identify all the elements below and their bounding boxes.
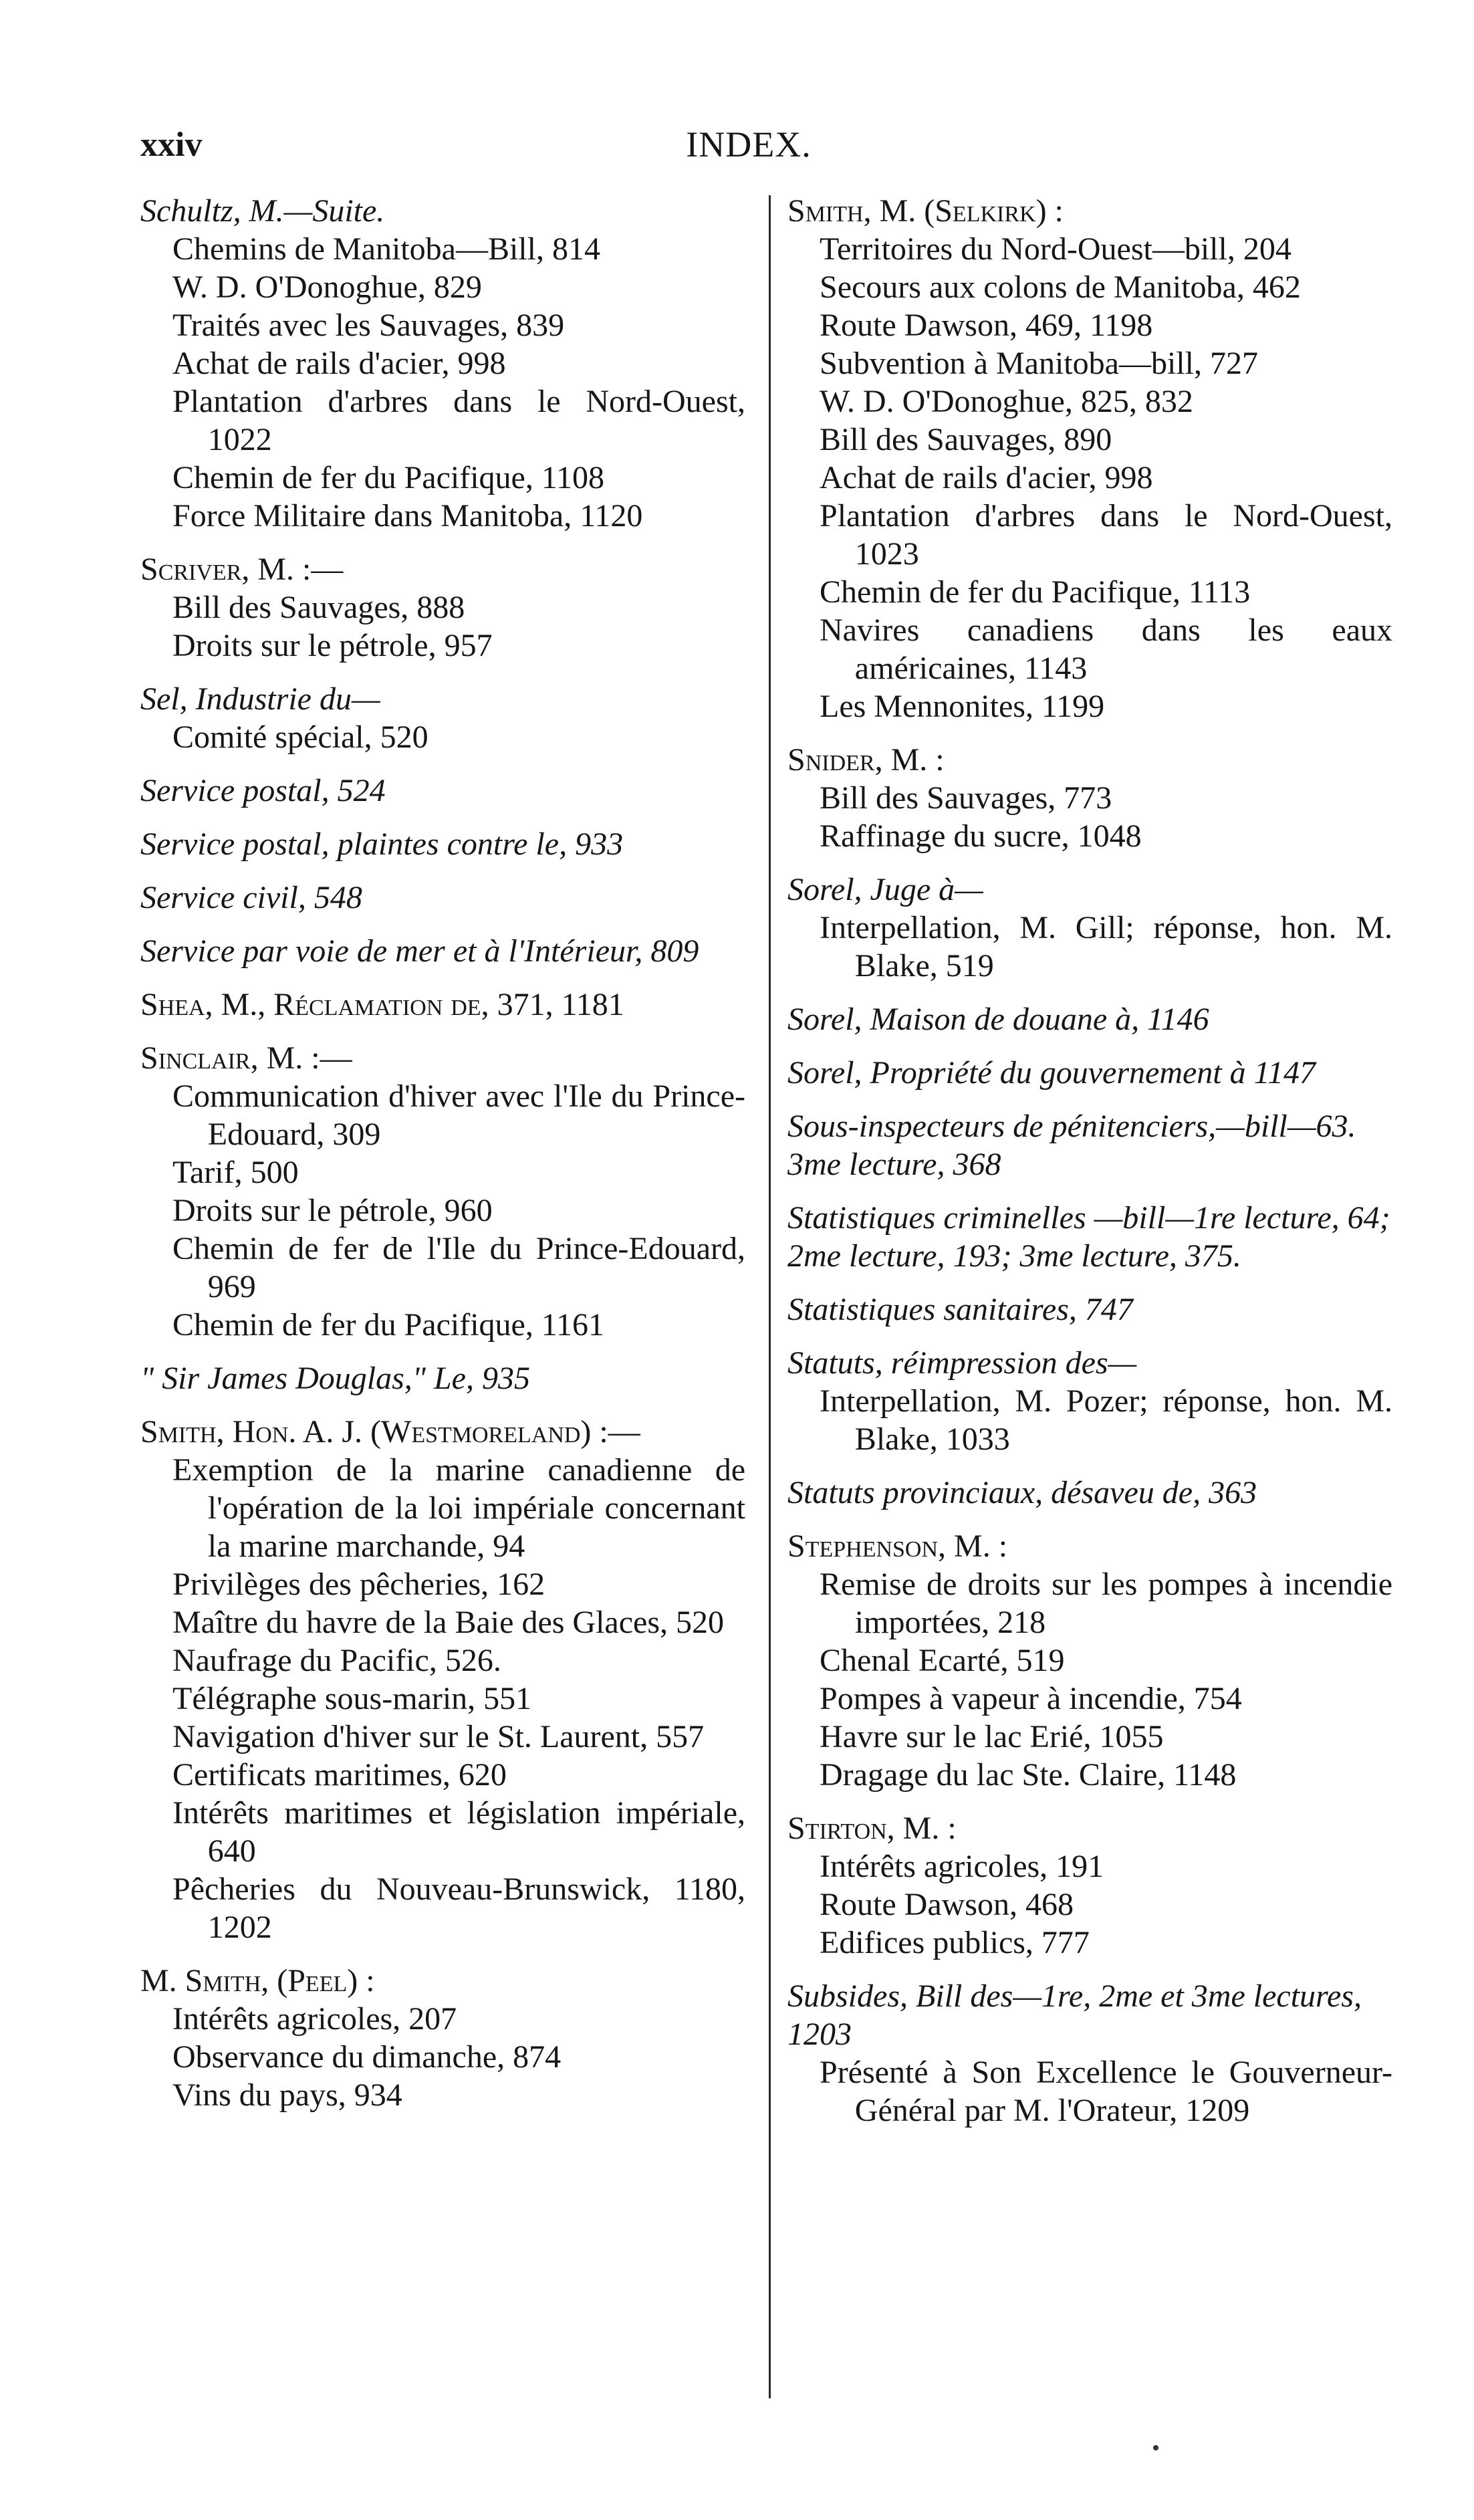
index-entry (140, 1413, 745, 1946)
index-subentry: Chenal Ecarté, 519 (820, 1643, 1065, 1678)
index-subentry: Vins du pays, 934 (172, 2077, 402, 2113)
index-heading: Scriver, M. :— (140, 552, 344, 587)
index-heading: Service civil, 548 (140, 880, 362, 915)
index-heading: Statistiques sanitaires, 747 (787, 1292, 1133, 1327)
index-heading: Schultz, M.—Suite. (140, 193, 385, 229)
index-entry (787, 1474, 1392, 1512)
index-subentry: Droits sur le pétrole, 960 (172, 1193, 493, 1228)
index-entry (787, 1199, 1392, 1275)
index-subentry: Droits sur le pétrole, 957 (172, 628, 493, 663)
index-heading: Sorel, Juge à— (787, 872, 983, 907)
index-heading: Statistiques criminelles —bill—1re lecture, 64; 2me lecture, 193; 3me lecture, 375. (787, 1200, 1390, 1274)
index-subentry: Raffinage du sucre, 1048 (820, 818, 1142, 854)
index-subentry: Communication d'hiver avec l'Ile du Prince-Edouard, 309 (172, 1078, 745, 1152)
index-heading: Statuts provinciaux, désaveu de, 363 (787, 1475, 1257, 1510)
index-subentry: Achat de rails d'acier, 998 (172, 346, 506, 381)
index-subentry: Intérêts agricoles, 191 (820, 1849, 1104, 1884)
index-entry (787, 1054, 1392, 1092)
running-title: INDEX. (686, 124, 812, 164)
index-heading: Subsides, Bill des—1re, 2me et 3me lectures, 1203 (787, 1978, 1362, 2052)
index-subentry: Subvention à Manitoba—bill, 727 (820, 346, 1258, 381)
page-header (140, 126, 1357, 173)
index-column-left (140, 192, 745, 2130)
index-entry (140, 932, 745, 970)
index-entry (140, 825, 745, 863)
index-entry (787, 1344, 1392, 1458)
column-divider (769, 195, 771, 2398)
index-subentry: Dragage du lac Ste. Claire, 1148 (820, 1757, 1237, 1793)
index-subentry: Présenté à Son Excellence le Gouverneur-Général par M. l'Orateur, 1209 (820, 2055, 1392, 2128)
index-entry (140, 1359, 745, 1397)
index-subentry: Intérêts agricoles, 207 (172, 2001, 457, 2037)
index-subentry: Maître du havre de la Baie des Glaces, 520 (172, 1605, 725, 1640)
index-subentry: Chemins de Manitoba—Bill, 814 (172, 231, 600, 267)
index-subentry: Intérêts maritimes et législation impériale, 640 (172, 1795, 745, 1869)
index-entry (140, 772, 745, 810)
index-heading: Service par voie de mer et à l'Intérieur, 809 (140, 933, 699, 969)
index-subentry: Comité spécial, 520 (172, 719, 428, 755)
index-subentry: Edifices publics, 777 (820, 1925, 1090, 1960)
page-number: xxiv (140, 126, 203, 164)
index-heading: Service postal, 524 (140, 773, 386, 808)
index-heading: " Sir James Douglas," Le, 935 (140, 1361, 530, 1396)
index-entry (787, 192, 1392, 725)
index-heading: Stephenson, M. : (787, 1528, 1008, 1564)
index-subentry: Tarif, 500 (172, 1155, 299, 1190)
index-entry (787, 1290, 1392, 1329)
index-heading: Sous-inspecteurs de pénitenciers,—bill—63. 3me lecture, 368 (787, 1109, 1356, 1182)
index-entry (140, 192, 745, 535)
index-subentry: Plantation d'arbres dans le Nord-Ouest, 1022 (172, 384, 745, 457)
index-heading: Statuts, réimpression des— (787, 1345, 1137, 1381)
index-subentry: Naufrage du Pacific, 526. (172, 1643, 501, 1678)
ink-speck (1153, 2445, 1158, 2450)
index-subentry: Plantation d'arbres dans le Nord-Ouest, 1023 (820, 498, 1392, 572)
index-subentry: Observance du dimanche, 874 (172, 2039, 562, 2075)
index-subentry: Chemin de fer du Pacifique, 1161 (172, 1307, 605, 1343)
index-entry (787, 1977, 1392, 2130)
index-entry (140, 986, 745, 1024)
index-entry (140, 550, 745, 665)
index-subentry: Télégraphe sous-marin, 551 (172, 1681, 532, 1716)
index-subentry: Force Militaire dans Manitoba, 1120 (172, 498, 643, 534)
index-heading: Sel, Industrie du— (140, 681, 380, 717)
index-heading: Service postal, plaintes contre le, 933 (140, 826, 624, 862)
index-entry (140, 680, 745, 756)
index-subentry: Secours aux colons de Manitoba, 462 (820, 269, 1301, 305)
index-subentry: Chemin de fer du Pacifique, 1108 (172, 460, 605, 495)
index-subentry: Exemption de la marine canadienne de l'opération de la loi impériale concernant la marine marchande, 94 (172, 1452, 745, 1564)
index-entry (140, 1039, 745, 1344)
index-entry (787, 1527, 1392, 1794)
index-subentry: Bill des Sauvages, 890 (820, 422, 1112, 457)
index-subentry: Les Mennonites, 1199 (820, 689, 1105, 724)
index-entry (140, 879, 745, 917)
index-subentry: W. D. O'Donoghue, 829 (172, 269, 482, 305)
index-heading: Smith, Hon. A. J. (Westmoreland) :— (140, 1414, 640, 1450)
index-subentry: Privilèges des pêcheries, 162 (172, 1567, 545, 1602)
index-subentry: Route Dawson, 468 (820, 1887, 1074, 1922)
index-subentry: Chemin de fer du Pacifique, 1113 (820, 574, 1251, 610)
index-heading: Smith, M. (Selkirk) : (787, 193, 1064, 229)
index-entry (787, 741, 1392, 855)
index-heading: Snider, M. : (787, 742, 945, 778)
index-heading: Sorel, Maison de douane à, 1146 (787, 1002, 1209, 1037)
index-subentry: Bill des Sauvages, 773 (820, 780, 1112, 816)
index-heading: M. Smith, (Peel) : (140, 1963, 375, 1998)
index-subentry: Interpellation, M. Pozer; réponse, hon. M. Blake, 1033 (820, 1383, 1392, 1457)
index-entry (787, 871, 1392, 985)
index-entry (787, 1107, 1392, 1183)
index-subentry: Route Dawson, 469, 1198 (820, 308, 1153, 343)
index-heading: Sorel, Propriété du gouvernement à 1147 (787, 1055, 1316, 1091)
index-subentry: Interpellation, M. Gill; réponse, hon. M. Blake, 519 (820, 910, 1392, 984)
index-entry (140, 1962, 745, 2114)
index-subentry: Bill des Sauvages, 888 (172, 590, 465, 625)
index-subentry: W. D. O'Donoghue, 825, 832 (820, 384, 1193, 419)
index-subentry: Pompes à vapeur à incendie, 754 (820, 1681, 1242, 1716)
index-subentry: Territoires du Nord-Ouest—bill, 204 (820, 231, 1292, 267)
index-subentry: Traités avec les Sauvages, 839 (172, 308, 565, 343)
index-subentry: Pêcheries du Nouveau-Brunswick, 1180, 1202 (172, 1871, 745, 1945)
index-heading: Sinclair, M. :— (140, 1040, 352, 1076)
index-entry (787, 1809, 1392, 1962)
index-subentry: Achat de rails d'acier, 998 (820, 460, 1153, 495)
index-subentry: Remise de droits sur les pompes à incendie importées, 218 (820, 1567, 1392, 1640)
index-entry (787, 1000, 1392, 1038)
index-heading: Shea, M., Réclamation de, 371, 1181 (140, 987, 624, 1022)
index-subentry: Navires canadiens dans les eaux américaines, 1143 (820, 612, 1392, 686)
index-subentry: Havre sur le lac Erié, 1055 (820, 1719, 1164, 1754)
index-heading: Stirton, M. : (787, 1811, 957, 1846)
index-column-right (787, 192, 1392, 2145)
index-subentry: Navigation d'hiver sur le St. Laurent, 557 (172, 1719, 705, 1754)
index-subentry: Certificats maritimes, 620 (172, 1757, 507, 1793)
index-subentry: Chemin de fer de l'Ile du Prince-Edouard, 969 (172, 1231, 745, 1304)
